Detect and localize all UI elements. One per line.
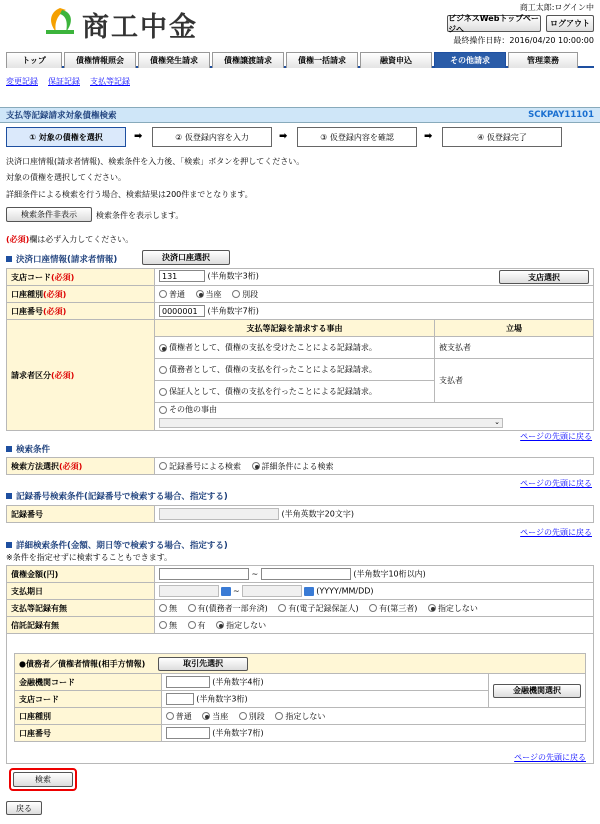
section-search-method: 検索条件	[6, 443, 50, 455]
step-arrow-icon: ➡	[134, 131, 143, 142]
back-button[interactable]: 戻る	[6, 801, 42, 815]
account-number-input[interactable]: 0000001	[159, 305, 205, 317]
page-top-link[interactable]: ページの先頭に戻る	[520, 479, 592, 488]
step-1: ① 対象の債権を選択	[6, 127, 126, 147]
radio-cp-futsu[interactable]: 普通	[166, 712, 192, 721]
tab-claim-transfer[interactable]: 債権譲渡請求	[212, 52, 284, 68]
due-to-input[interactable]	[242, 585, 302, 597]
due-from-input[interactable]	[159, 585, 219, 597]
section-account-info	[6, 253, 117, 265]
page-top-link[interactable]: ページの先頭に戻る	[520, 528, 592, 537]
radio-pay-third[interactable]: 有(第三者)	[369, 604, 417, 613]
logo-text: 商工中金	[82, 12, 198, 43]
search-button[interactable]: 検索	[13, 772, 73, 787]
account-select-button[interactable]: 決済口座選択	[142, 250, 230, 265]
page-top-link[interactable]: ページの先頭に戻る	[514, 753, 586, 762]
intro-text-3: 詳細条件による検索を行う場合、検索結果は200件までとなります。	[6, 190, 253, 199]
page-title: 支払等記録請求対象債権検索	[6, 111, 117, 121]
link-payment-record[interactable]: 支払等記録	[90, 77, 130, 86]
page-top-link[interactable]: ページの先頭に戻る	[520, 432, 592, 441]
cp-account-number-input[interactable]	[166, 727, 210, 739]
required-mark: (必須)	[6, 235, 30, 244]
account-info-table: 支店コード(必須) 131 (半角数字3桁) 支店選択 口座種別(必須) 普通 当座 別段 口座番号(必須) 0000001 (半角数字7桁) 請求者区分(必須) 支払等記録を請求する事由 立場 債権者として、債権の支払を受けたことによる記録請求。 被支払者 債務者として、債権の支払を行ったことによる記録請求。 支払者 保証人として、債権の支払を行ったことによる記録請求。 その他の事由 ⌄	[6, 268, 594, 431]
step-arrow-icon: ➡	[424, 131, 433, 142]
radio-cp-toza[interactable]: 当座	[202, 712, 228, 721]
radio-pay-unspecified[interactable]: 指定しない	[428, 604, 478, 613]
page-title-bar	[0, 107, 600, 123]
record-number-input[interactable]	[159, 508, 279, 520]
branch-code-input[interactable]: 131	[159, 270, 205, 282]
radio-credit-yes[interactable]: 有	[188, 621, 206, 630]
tab-claim-issue[interactable]: 債権発生請求	[138, 52, 210, 68]
amount-from-input[interactable]	[159, 568, 249, 580]
amount-to-input[interactable]	[261, 568, 351, 580]
radio-toza[interactable]: 当座	[196, 290, 222, 299]
radio-pay-guarantor[interactable]: 有(電子記録保証人)	[278, 604, 358, 613]
radio-pay-partial[interactable]: 有(債務者一部弁済)	[188, 604, 268, 613]
screen-code: SCKPAY11101	[528, 110, 594, 120]
tab-bulk-request[interactable]: 債権一括請求	[286, 52, 358, 68]
radio-search-by-record[interactable]: 記録番号による検索	[159, 462, 241, 471]
detail-note: ※条件を指定せずに検索することもできます。	[6, 553, 173, 562]
tab-claim-inquiry[interactable]: 債権情報照会	[64, 52, 136, 68]
tab-management[interactable]: 管理業務	[508, 52, 578, 68]
tab-other-requests[interactable]: その他請求	[434, 52, 506, 68]
intro-text-2: 対象の債権を選択してください。	[6, 173, 126, 182]
counterparty-table: ●債務者／債権者情報(相手方情報) 取引先選択 金融機関コード (半角数字4桁) 金融機関選択 支店コード (半角数字3桁) 口座種別 普通 当座 別段 指定しない 口座番号 (半角数字7桁)	[14, 653, 586, 742]
section-detail-search: 詳細検索条件(金額、期日等で検索する場合、指定する)	[6, 539, 228, 551]
logout-button[interactable]: ログアウト	[546, 15, 594, 32]
radio-search-by-detail[interactable]: 詳細条件による検索	[252, 462, 334, 471]
hide-search-desc: 検索条件を表示します。	[96, 211, 184, 220]
sub-navigation	[6, 76, 130, 87]
link-change-record[interactable]: 変更記録	[6, 77, 38, 86]
cp-branch-code-input[interactable]	[166, 693, 194, 705]
calendar-icon[interactable]	[221, 587, 231, 596]
radio-betsudan[interactable]: 別段	[232, 290, 258, 299]
radio-cp-unspecified[interactable]: 指定しない	[275, 712, 325, 721]
section-record-number: 記録番号検索条件(記録番号で検索する場合、指定する)	[6, 490, 228, 502]
other-reason-select[interactable]: ⌄	[159, 418, 503, 428]
radio-pay-none[interactable]: 無	[159, 604, 177, 613]
reason-option-debtor[interactable]: 債務者として、債権の支払を行ったことによる記録請求。	[155, 359, 435, 381]
section-title: 決済口座情報(請求者情報)	[16, 255, 118, 265]
radio-credit-unspecified[interactable]: 指定しない	[216, 621, 266, 630]
shokochukin-logo-icon	[42, 6, 78, 36]
reason-option-creditor[interactable]: 債権者として、債権の支払を受けたことによる記録請求。	[155, 337, 435, 359]
radio-cp-betsudan[interactable]: 別段	[239, 712, 265, 721]
tab-top[interactable]: トップ	[6, 52, 62, 68]
step-arrow-icon: ➡	[279, 131, 288, 142]
link-guarantee-record[interactable]: 保証記録	[48, 77, 80, 86]
record-number-table: 記録番号 (半角英数字20文字)	[6, 505, 594, 523]
search-method-table: 検索方法選択(必須) 記録番号による検索 詳細条件による検索	[6, 457, 594, 475]
bank-code-input[interactable]	[166, 676, 210, 688]
counterparty-select-button[interactable]: 取引先選択	[158, 657, 248, 671]
radio-futsu[interactable]: 普通	[159, 290, 185, 299]
tab-loan-application[interactable]: 融資申込	[360, 52, 432, 68]
step-4: ④ 仮登録完了	[442, 127, 562, 147]
last-operation-time: 最終操作日時：2016/04/20 10:00:00	[453, 36, 594, 45]
business-web-top-button[interactable]: ビジネスWebトップページへ	[447, 15, 541, 32]
reason-option-guarantor[interactable]: 保証人として、債権の支払を行ったことによる記録請求。	[155, 381, 435, 403]
calendar-icon[interactable]	[304, 587, 314, 596]
radio-credit-none[interactable]: 無	[159, 621, 177, 630]
reason-option-other[interactable]: その他の事由	[155, 403, 594, 417]
branch-select-button[interactable]: 支店選択	[499, 270, 589, 284]
user-status: 商工太郎:ログイン中	[519, 3, 594, 12]
hide-search-conditions-button[interactable]: 検索条件非表示	[6, 207, 92, 222]
intro-text-1: 決済口座情報(請求者情報)、検索条件を入力後、「検索」ボタンを押してください。	[6, 157, 305, 166]
required-note: 欄は必ず入力してください。	[29, 235, 134, 244]
bank-select-button[interactable]: 金融機関選択	[493, 684, 581, 698]
step-2: ② 仮登録内容を入力	[152, 127, 272, 147]
detail-search-table: 債権金額(円) ~ (半角数字10桁以内) 支払期日 ~ (YYYY/MM/DD) 支払等記録有無 無 有(債務者一部弁済) 有(電子記録保証人) 有(第三者) 指定しない 信託記録有無 無 有 指定しない	[6, 565, 594, 644]
counterparty-title: ●債務者／債権者情報(相手方情報)	[19, 659, 146, 668]
step-3: ③ 仮登録内容を確認	[297, 127, 417, 147]
main-tabs	[6, 52, 594, 68]
